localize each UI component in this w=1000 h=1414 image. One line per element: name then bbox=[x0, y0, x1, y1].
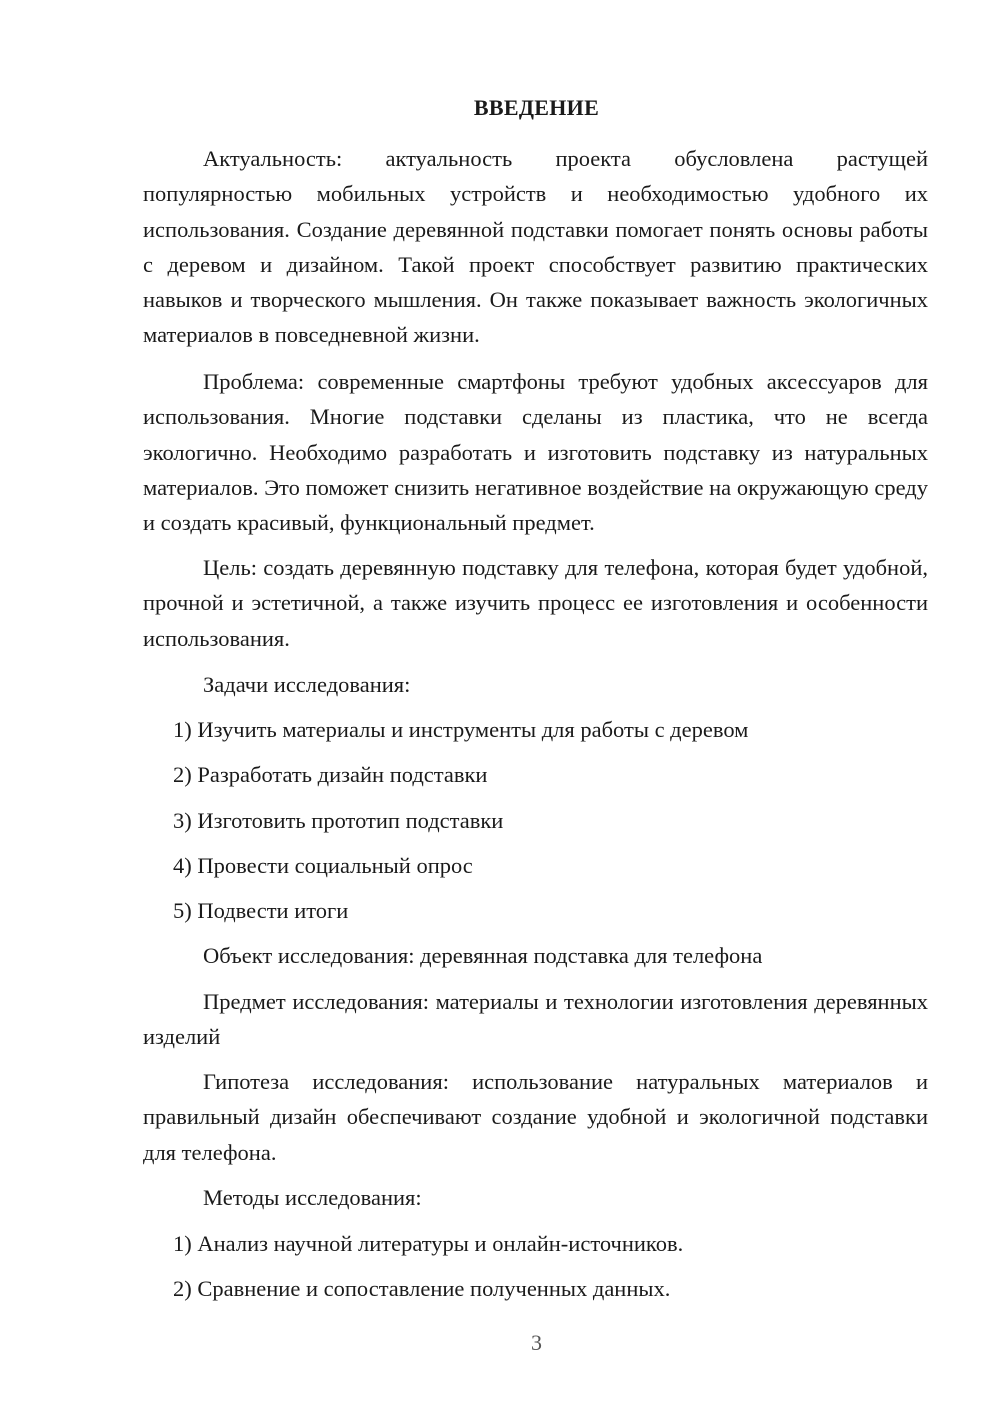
task-item-5: 5) Подвести итоги bbox=[173, 898, 349, 923]
paragraph-subject: Предмет исследования: материалы и технологии изготовления деревянных изделий bbox=[143, 989, 928, 1050]
method-item-2: 2) Сравнение и сопоставление полученных данных. bbox=[173, 1276, 671, 1301]
task-item-3: 3) Изготовить прототип подставки bbox=[173, 808, 504, 833]
page-number: 3 bbox=[531, 1330, 542, 1355]
task-item-1: 1) Изучить материалы и инструменты для работы с деревом bbox=[173, 717, 749, 742]
paragraph-relevance: Актуальность: актуальность проекта обусловлена растущей популярностью мобильных устройств и необходимостью удобного их использования. Создание деревянной подставки помогает понять основы работы с деревом и дизайном. Такой проект способствует развитию практических навыков и творческого мышления. Он также показывает важность экологичных материалов в повседневной жизни. bbox=[143, 146, 928, 348]
task-item-4: 4) Провести социальный опрос bbox=[173, 853, 473, 878]
paragraph-goal: Цель: создать деревянную подставку для телефона, которая будет удобной, прочной и эстетичной, а также изучить процесс ее изготовления и особенности использования. bbox=[143, 555, 928, 651]
task-item-2: 2) Разработать дизайн подставки bbox=[173, 762, 488, 787]
paragraph-problem: Проблема: современные смартфоны требуют удобных аксессуаров для использования. Многие подставки сделаны из пластика, что не всегда экологично. Необходимо разработать и изготовить подставку из натуральных материалов. Это поможет снизить негативное воздействие на окружающую среду и создать красивый, функциональный предмет. bbox=[143, 369, 928, 536]
methods-title: Методы исследования: bbox=[203, 1185, 422, 1210]
tasks-title: Задачи исследования: bbox=[203, 672, 411, 697]
paragraph-hypothesis: Гипотеза исследования: использование натуральных материалов и правильный дизайн обеспечивают создание удобной и экологичной подставки для телефона. bbox=[143, 1069, 928, 1165]
paragraph-object: Объект исследования: деревянная подставка для телефона bbox=[203, 943, 763, 968]
method-item-1: 1) Анализ научной литературы и онлайн-источников. bbox=[173, 1231, 684, 1256]
section-heading: ВВЕДЕНИЕ bbox=[473, 95, 600, 120]
